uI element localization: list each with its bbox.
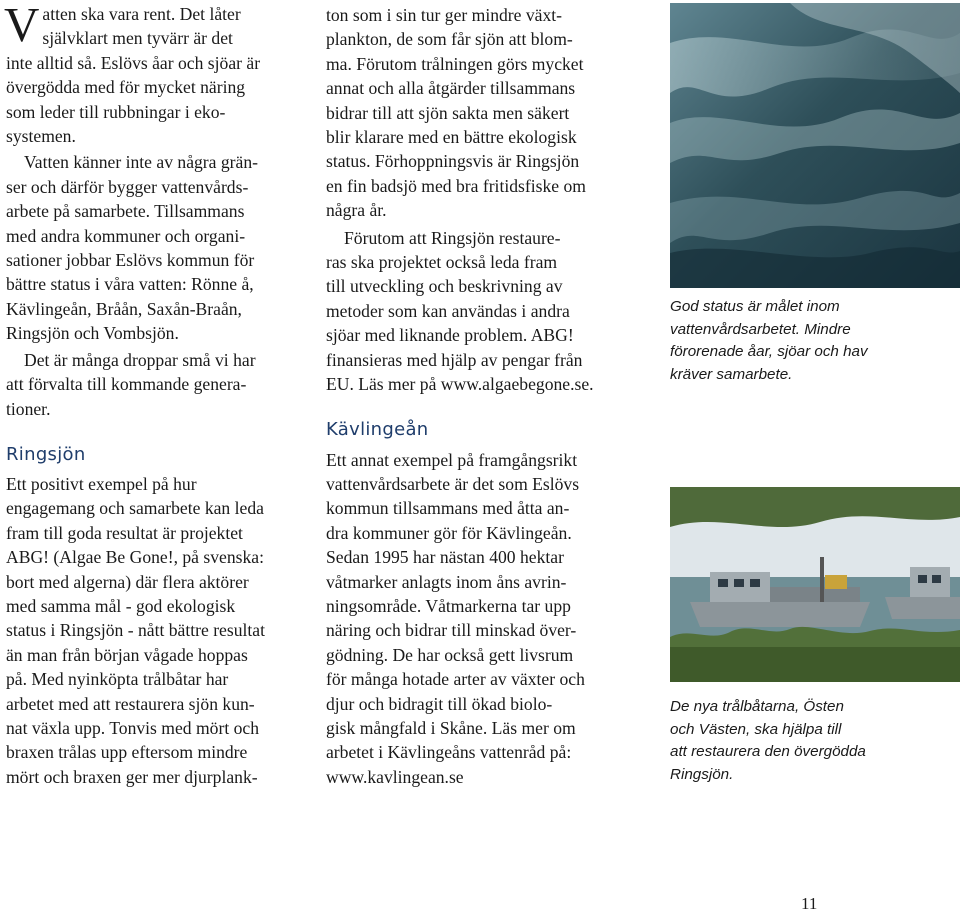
text-line: sjöar med liknande problem. ABG! bbox=[326, 325, 574, 346]
text-line: en fin badsjö med bra fritidsfiske om bbox=[326, 175, 586, 196]
text-line: bidrar till att sjön sakta men säkert bbox=[326, 102, 570, 123]
text-line: fram till goda resultat är projektet bbox=[6, 522, 243, 543]
column-1 bbox=[6, 0, 308, 789]
text-line: ser och därför bygger vattenvårds- bbox=[6, 176, 249, 197]
text-line: med samma mål - god ekologisk bbox=[6, 595, 236, 616]
text-line: sationer jobbar Eslövs kommun för bbox=[6, 250, 255, 271]
text-line: ma. Förutom trålningen görs mycket bbox=[326, 53, 584, 74]
text-line: Ett annat exempel på framgångsrikt bbox=[326, 449, 578, 470]
text-line: inte alltid så. Eslövs åar och sjöar är bbox=[6, 52, 261, 73]
text-line: på. Med nyinköpta trålbåtar har bbox=[6, 669, 229, 690]
text-line: Kävlingeån, Bråån, Saxån-Braån, bbox=[6, 298, 242, 319]
text-line: tioner. bbox=[6, 398, 51, 419]
text-line: mört och braxen ger mer djurplank- bbox=[6, 766, 258, 787]
text-line: näring och bidrar till minskad över- bbox=[326, 620, 577, 641]
text-line: våtmarker anlagts inom åns avrin- bbox=[326, 571, 567, 592]
caption-line: De nya trålbåtarna, Östen bbox=[670, 698, 844, 715]
text-line: plankton, de som får sjön att blom- bbox=[326, 29, 573, 50]
text-line: vattenvårdsarbete är det som Eslövs bbox=[326, 473, 580, 494]
text-line: Sedan 1995 har nästan 400 hektar bbox=[326, 547, 564, 568]
caption-line: God status är målet inom bbox=[670, 298, 840, 315]
text-line: ABG! (Algae Be Gone!, på svenska: bbox=[6, 547, 264, 568]
text-line: Ringsjön och Vombsjön. bbox=[6, 323, 179, 344]
caption-line: och Västen, ska hjälpa till bbox=[670, 720, 842, 738]
text-line: övergödda med för mycket näring bbox=[6, 77, 246, 98]
text-line: med andra kommuner och organi- bbox=[6, 225, 246, 246]
text-line: ningsområde. Våtmarkerna tar upp bbox=[326, 595, 571, 616]
paragraph-2 bbox=[6, 148, 308, 345]
text-line: ras ska projektet också leda fram bbox=[326, 252, 558, 273]
text-line: bort med algerna) där flera aktörer bbox=[6, 571, 249, 592]
text-line: till utveckling och beskrivning av bbox=[326, 276, 563, 297]
section-heading-kavlingean: Kävlingeån bbox=[326, 418, 429, 440]
text-line: Vatten känner inte av några grän- bbox=[24, 152, 258, 173]
text-line: självklart men tyvärr är det bbox=[42, 28, 233, 49]
text-line: ton som i sin tur ger mindre växt- bbox=[326, 5, 563, 25]
paragraph-5 bbox=[326, 0, 634, 223]
text-line: arbetet med att restaurera sjön kun- bbox=[6, 693, 255, 714]
text-line: arbete på samarbete. Tillsammans bbox=[6, 201, 245, 222]
text-line: gödning. De har också gett livsrum bbox=[326, 644, 574, 665]
text-line: Ett positivt exempel på hur bbox=[6, 473, 197, 494]
caption-line: Ringsjön. bbox=[670, 765, 734, 783]
intro-lines bbox=[6, 2, 308, 148]
water-photo-illustration bbox=[670, 3, 960, 288]
photo-caption-2 bbox=[670, 696, 940, 786]
section-heading-ringsjon: Ringsjön bbox=[6, 443, 86, 465]
paragraph-3 bbox=[6, 346, 308, 421]
text-line: EU. Läs mer på www.algaebegone.se. bbox=[326, 374, 594, 395]
text-line: braxen trålas upp eftersom mindre bbox=[6, 742, 248, 763]
boats-photo bbox=[670, 487, 960, 682]
text-line: status. Förhoppningsvis är Ringsjön bbox=[326, 151, 580, 172]
text-line: nat växla upp. Tonvis med mört och bbox=[6, 717, 260, 738]
intro-paragraph bbox=[6, 0, 308, 148]
text-line: som leder till rubbningar i eko- bbox=[6, 101, 226, 122]
caption-line: vattenvårdsarbetet. Mindre bbox=[670, 320, 851, 338]
boats-photo-illustration bbox=[670, 487, 960, 682]
text-line: bättre status i våra vatten: Rönne å, bbox=[6, 274, 254, 295]
text-line: gisk mångfald i Skåne. Läs mer om bbox=[326, 717, 576, 738]
photo-caption-1 bbox=[670, 296, 940, 386]
text-line: dra kommuner gör för Kävlingeån. bbox=[326, 522, 572, 543]
text-line: systemen. bbox=[6, 126, 76, 147]
paragraph-6 bbox=[326, 223, 634, 397]
paragraph-4 bbox=[6, 470, 308, 789]
text-line: metoder som kan användas i andra bbox=[326, 300, 570, 321]
text-line: engagemang och samarbete kan leda bbox=[6, 498, 264, 519]
caption-line: att restaurera den övergödda bbox=[670, 743, 866, 761]
text-line: annat och alla åtgärder tillsammans bbox=[326, 78, 576, 99]
text-line: Det är många droppar små vi har bbox=[24, 349, 256, 370]
drop-cap: V bbox=[4, 0, 40, 52]
text-line: att förvalta till kommande genera- bbox=[6, 374, 247, 395]
text-line: än man från början vågade hoppas bbox=[6, 644, 248, 665]
text-line: kommun tillsammans med åtta an- bbox=[326, 498, 570, 519]
page-number: 11 bbox=[801, 894, 818, 913]
text-line: djur och bidragit till ökad biolo- bbox=[326, 693, 553, 714]
text-line: för många hotade arter av växter och bbox=[326, 669, 585, 690]
text-line: arbetet i Kävlingeåns vattenråd på: bbox=[326, 742, 572, 763]
paragraph-7 bbox=[326, 445, 634, 790]
text-line: www.kavlingean.se bbox=[326, 766, 464, 787]
column-2 bbox=[326, 0, 634, 789]
caption-line: kräver samarbete. bbox=[670, 365, 793, 383]
text-line: blir klarare med en bättre ekologisk bbox=[326, 127, 577, 148]
text-line: atten ska vara rent. Det låter bbox=[42, 4, 241, 24]
text-line: finansieras med hjälp av pengar från bbox=[326, 349, 583, 370]
text-line: status i Ringsjön - nått bättre resultat bbox=[6, 620, 265, 641]
text-line: Förutom att Ringsjön restaure- bbox=[344, 227, 561, 248]
caption-line: förorenade åar, sjöar och hav bbox=[670, 343, 868, 361]
text-line: några år. bbox=[326, 200, 387, 221]
water-photo bbox=[670, 3, 960, 288]
